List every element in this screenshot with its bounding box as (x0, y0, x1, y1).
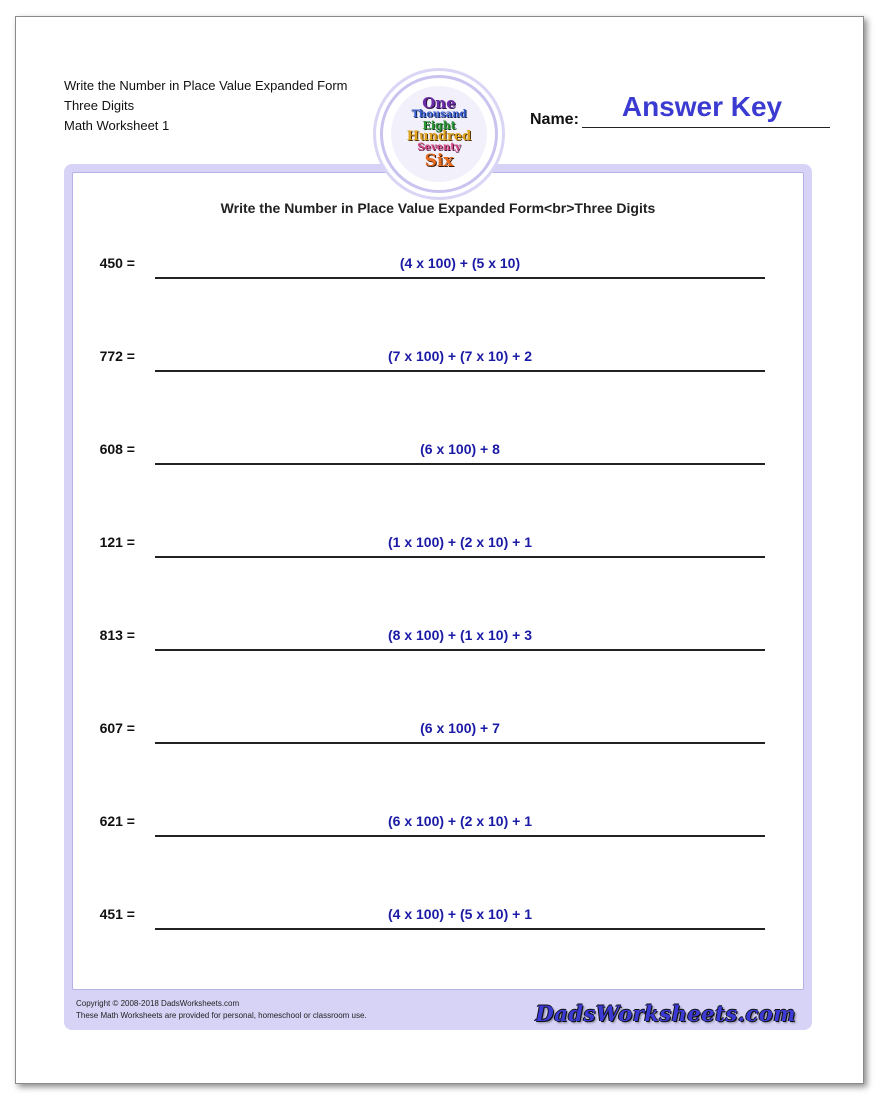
problem-answer: (6 x 100) + (2 x 10) + 1 (388, 813, 532, 829)
problem-row (73, 811, 803, 851)
problem-answer: (8 x 100) + (1 x 10) + 3 (388, 627, 532, 643)
worksheet-title: Write the Number in Place Value Expanded Form<br>Three Digits (220, 200, 656, 216)
logo-word-six: Six (424, 151, 454, 171)
problem-number: 121 = (99, 534, 135, 550)
name-label: Name: (530, 111, 579, 128)
problem-row (73, 904, 803, 944)
answer-key-text: Answer Key (621, 91, 783, 122)
answer-line (155, 928, 765, 930)
problem-row (73, 625, 803, 665)
answer-line (155, 835, 765, 837)
problem-row (73, 346, 803, 386)
answer-line (155, 556, 765, 558)
problem-number: 621 = (99, 813, 135, 829)
name-underline (582, 127, 830, 128)
answer-line (155, 463, 765, 465)
problem-answer: (1 x 100) + (2 x 10) + 1 (388, 534, 532, 550)
logo-word-one: One (422, 94, 456, 112)
usage-notice: These Math Worksheets are provided for personal, homeschool or classroom use. (76, 1011, 367, 1020)
problem-answer: (6 x 100) + 7 (420, 720, 500, 736)
dadsworksheets-logo[interactable]: DadsWorksheets.com (535, 1001, 796, 1026)
problem-number: 607 = (99, 720, 135, 736)
logo-inner (391, 86, 487, 182)
worksheet-frame (64, 164, 812, 1030)
problem-row (73, 532, 803, 572)
problem-number: 608 = (99, 441, 135, 457)
worksheet-body (72, 172, 804, 990)
logo-word-thousand: Thousand (411, 109, 467, 120)
problem-answer: (4 x 100) + (5 x 10) + 1 (388, 906, 532, 922)
answer-line (155, 277, 765, 279)
logo-word-hundred: Hundred (406, 129, 472, 144)
copyright-text: Copyright © 2008-2018 DadsWorksheets.com (76, 999, 240, 1008)
logo-word-eight: Eight (422, 119, 456, 132)
problem-answer: (6 x 100) + 8 (420, 441, 500, 457)
logo-word-seventy: Seventy (417, 142, 461, 153)
number-words-logo (380, 75, 498, 193)
problem-number: 451 = (99, 906, 135, 922)
problem-number: 772 = (99, 348, 135, 364)
problem-row (73, 439, 803, 479)
answer-line (155, 370, 765, 372)
problem-number: 813 = (99, 627, 135, 643)
problem-row (73, 718, 803, 758)
problem-number: 450 = (99, 255, 135, 271)
header-title-line-1: Write the Number in Place Value Expanded Form (64, 78, 348, 93)
header-title-line-2: Three Digits (64, 98, 135, 113)
answer-line (155, 649, 765, 651)
footer-copyright (76, 998, 367, 1022)
problem-answer: (4 x 100) + (5 x 10) (399, 255, 521, 271)
answer-line (155, 742, 765, 744)
header-title-line-3: Math Worksheet 1 (64, 118, 170, 133)
problem-row (73, 253, 803, 293)
worksheet-header (64, 76, 348, 136)
problem-answer: (7 x 100) + (7 x 10) + 2 (388, 348, 532, 364)
